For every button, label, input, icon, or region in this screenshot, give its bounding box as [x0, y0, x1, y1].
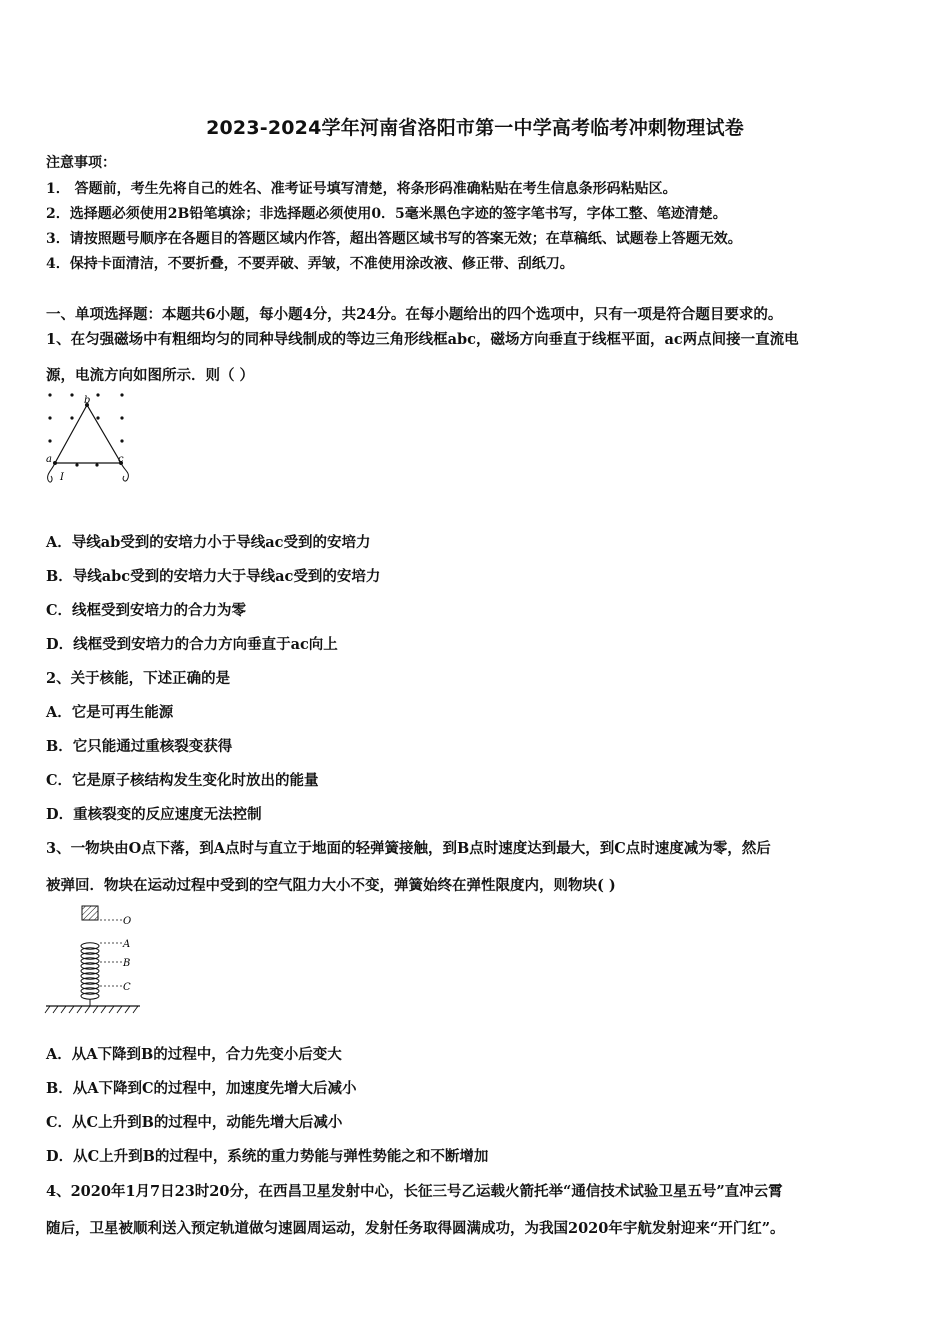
q2-stem: 2、关于核能，下述正确的是 — [46, 670, 231, 687]
q2-option-b: B．它只能通过重核裂变获得 — [46, 738, 233, 755]
section-heading: 一、单项选择题：本题共6小题，每小题4分，共24分。在每小题给出的四个选项中，只有一项是符合题目要求的。 — [46, 306, 783, 323]
q3-option-d: D．从C上升到B的过程中，系统的重力势能与弹性势能之和不断增加 — [46, 1148, 489, 1165]
notice-item: 3．请按照题号顺序在各题目的答题区域内作答，超出答题区域书写的答案无效；在草稿纸、试题卷上答题无效。 — [46, 231, 742, 247]
q4-stem-line2: 随后，卫星被顺利送入预定轨道做匀速圆周运动，发射任务取得圆满成功，为我国2020年宇航发射迎来“开门红”。 — [46, 1220, 785, 1237]
label-a: a — [46, 454, 52, 465]
q4-stem-line1: 4、2020年1月7日23时20分，在西昌卫星发射中心，长征三号乙运载火箭托举“通信技术试验卫星五号”直冲云霄 — [46, 1183, 783, 1200]
q2-option-d: D．重核裂变的反应速度无法控制 — [46, 806, 262, 823]
label-B: B — [123, 958, 131, 969]
notice-item: 2．选择题必须使用2B铅笔填涂；非选择题必须使用0．5毫米黑色字迹的签字笔书写，字体工整、笔迹清楚。 — [46, 206, 727, 222]
page-title: 2023-2024学年河南省洛阳市第一中学高考临考冲刺物理试卷 — [206, 117, 744, 139]
label-current: I — [60, 472, 64, 483]
label-C: C — [123, 982, 131, 993]
q1-stem-line1: 1、在匀强磁场中有粗细均匀的同种导线制成的等边三角形线框abc，磁场方向垂直于线框平面，ac两点间接一直流电 — [46, 331, 799, 348]
q1-option-c: C．线框受到安培力的合力为零 — [46, 602, 247, 619]
q3-stem-line1: 3、一物块由O点下落，到A点时与直立于地面的轻弹簧接触，到B点时速度达到最大，到C点时速度减为零，然后 — [46, 840, 771, 857]
label-c: c — [118, 454, 124, 465]
q1-option-a: A．导线ab受到的安培力小于导线ac受到的安培力 — [46, 534, 371, 551]
q3-option-b: B．从A下降到C的过程中，加速度先增大后减小 — [46, 1080, 357, 1097]
notice-item: 4．保持卡面清洁，不要折叠，不要弄破、弄皱，不准使用涂改液、修正带、刮纸刀。 — [46, 256, 574, 272]
ground-hatch — [45, 1006, 138, 1013]
triangle-frame — [55, 405, 121, 463]
q3-option-a: A．从A下降到B的过程中，合力先变小后变大 — [46, 1046, 342, 1063]
q1-option-b: B．导线abc受到的安培力大于导线ac受到的安培力 — [46, 568, 381, 585]
q1-triangle-figure — [42, 390, 142, 490]
q1-stem-line2: 源，电流方向如图所示．则（ ） — [46, 367, 255, 384]
q2-option-c: C．它是原子核结构发生变化时放出的能量 — [46, 772, 319, 789]
notice-heading: 注意事项： — [46, 155, 116, 171]
q3-option-c: C．从C上升到B的过程中，动能先增大后减小 — [46, 1114, 343, 1131]
q3-spring-figure — [44, 902, 154, 1022]
q3-stem-line2: 被弹回．物块在运动过程中受到的空气阻力大小不变，弹簧始终在弹性限度内，则物块( ) — [46, 877, 616, 894]
q1-option-d: D．线框受到安培力的合力方向垂直于ac向上 — [46, 636, 338, 653]
spring — [81, 943, 99, 1006]
notice-item: 1． 答题前，考生先将自己的姓名、准考证号填写清楚，将条形码准确粘贴在考生信息条形码粘贴区。 — [46, 181, 677, 197]
label-O: O — [123, 916, 132, 927]
block — [82, 906, 98, 920]
label-b: b — [84, 395, 91, 406]
label-A: A — [123, 939, 131, 950]
q2-option-a: A．它是可再生能源 — [46, 704, 174, 721]
